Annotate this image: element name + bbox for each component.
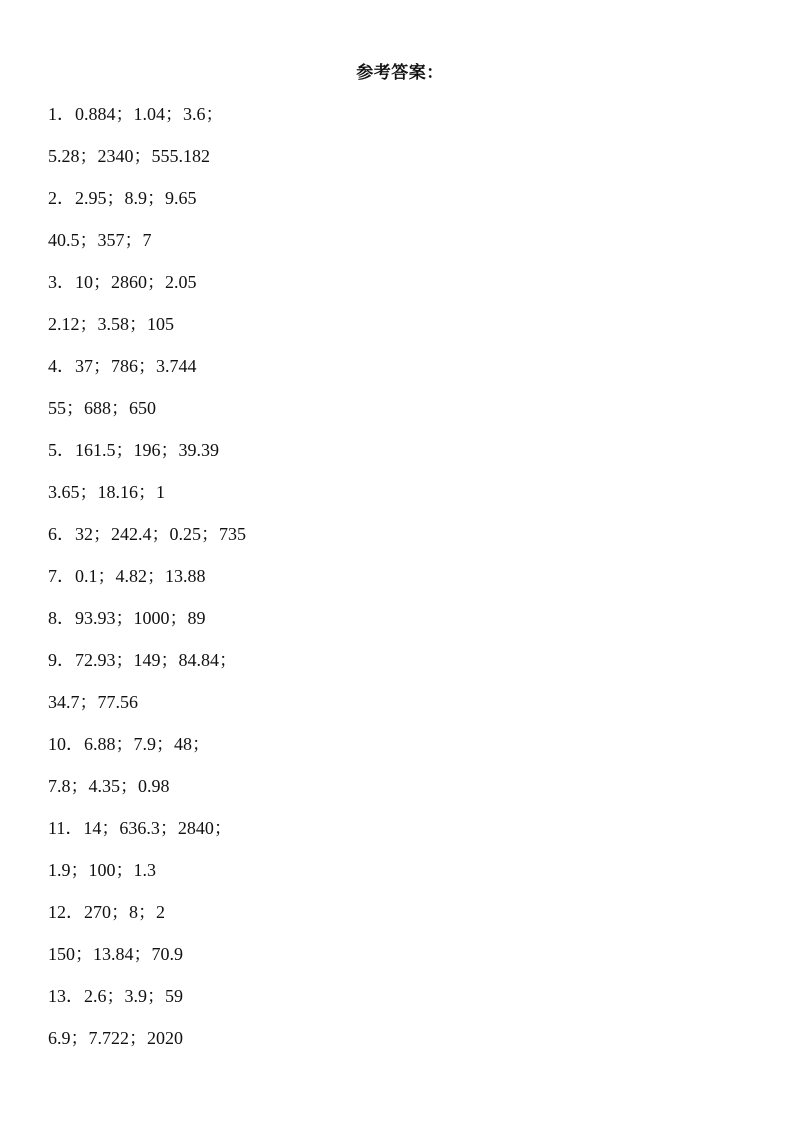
answer-line: 5．161.5；196；39.39	[48, 440, 219, 460]
page-title: 参考答案：	[356, 63, 444, 83]
answer-line: 1.9；100；1.3	[48, 860, 156, 880]
answer-line: 1．0.884；1.04；3.6；	[48, 104, 224, 124]
answer-line: 7．0.1；4.82；13.88	[48, 566, 206, 586]
answer-line: 13．2.6；3.9；59	[48, 986, 183, 1006]
answer-line: 9．72.93；149；84.84；	[48, 650, 237, 670]
answer-line: 4．37；786；3.744	[48, 356, 197, 376]
answer-line: 7.8；4.35；0.98	[48, 776, 170, 796]
answer-line: 3.65；18.16；1	[48, 482, 165, 502]
answer-line: 40.5；357；7	[48, 230, 152, 250]
answer-line: 2.12；3.58；105	[48, 314, 174, 334]
answer-line: 6．32；242.4；0.25；735	[48, 524, 246, 544]
answer-line: 2．2.95；8.9；9.65	[48, 188, 197, 208]
answer-line: 8．93.93；1000；89	[48, 608, 206, 628]
answer-line: 10．6.88；7.9；48；	[48, 734, 210, 754]
answer-line: 34.7；77.56	[48, 692, 138, 712]
answer-list	[48, 101, 748, 1067]
answer-line: 5.28；2340；555.182	[48, 146, 210, 166]
answer-line: 150；13.84；70.9	[48, 944, 183, 964]
answer-line: 6.9；7.722；2020	[48, 1028, 183, 1048]
answer-line: 12．270；8；2	[48, 902, 165, 922]
answer-line: 55；688；650	[48, 398, 156, 418]
answer-line: 3．10；2860；2.05	[48, 272, 197, 292]
answer-line: 11．14；636.3；2840；	[48, 818, 232, 838]
